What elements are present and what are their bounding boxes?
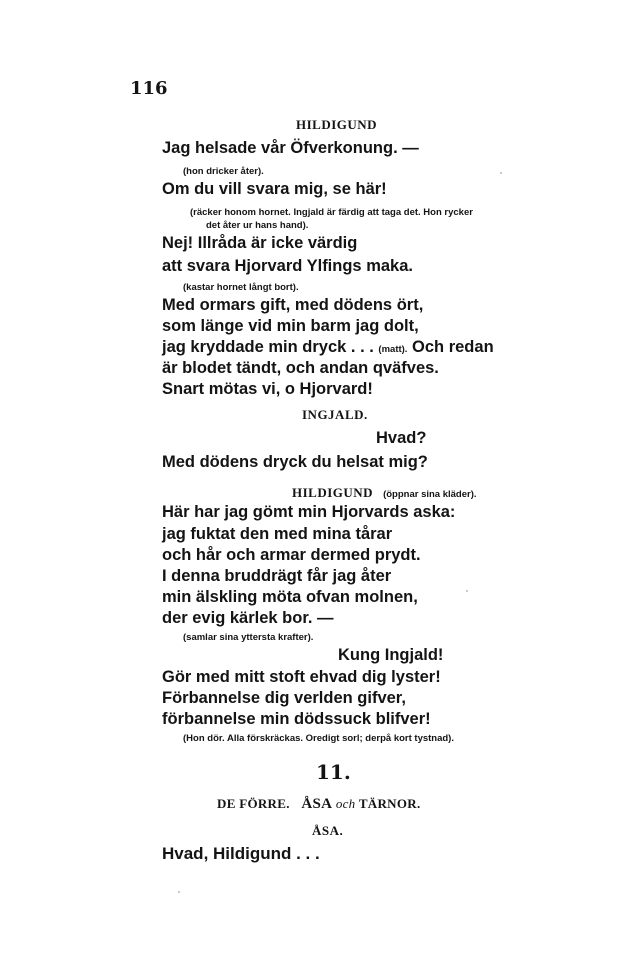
verse-line: är blodet tändt, och andan qväfves. xyxy=(162,359,439,377)
verse-line: Med dödens dryck du helsat mig? xyxy=(162,453,428,471)
scene-characters xyxy=(217,796,421,813)
verse-line: I denna bruddrägt får jag åter xyxy=(162,567,392,585)
speaker-heading xyxy=(292,482,477,501)
stage-direction: (matt). xyxy=(378,344,408,355)
speaker-name: INGJALD. xyxy=(302,407,368,422)
stage-direction: (kastar hornet långt bort). xyxy=(183,282,299,293)
scene-number: 11. xyxy=(316,760,351,784)
verse-line: jag fuktat den med mina tårar xyxy=(162,525,393,543)
verse-line: Hvad? xyxy=(376,429,427,447)
speaker-name: HILDIGUND xyxy=(296,117,378,132)
verse-line xyxy=(162,338,494,357)
paper-speck xyxy=(466,590,468,592)
stage-direction: (hon dricker åter). xyxy=(183,166,264,177)
character-group: DE FÖRRE. xyxy=(217,796,290,811)
stage-direction: (räcker honom hornet. Ingjald är färdig att taga det. Hon rycker xyxy=(190,207,473,218)
stage-direction: (Hon dör. Alla förskräckas. Oredigt sorl; derpå kort tystnad). xyxy=(183,733,454,744)
verse-line: Snart mötas vi, o Hjorvard! xyxy=(162,380,373,398)
verse-line: Hvad, Hildigund . . . xyxy=(162,844,320,863)
verse-line: Om du vill svara mig, se här! xyxy=(162,180,387,198)
verse-line: min älskling möta ofvan molnen, xyxy=(162,588,418,606)
verse-line: att svara Hjorvard Ylfings maka. xyxy=(162,257,413,275)
verse-line: der evig kärlek bor. — xyxy=(162,609,334,627)
verse-line: som länge vid min barm jag dolt, xyxy=(162,317,419,335)
character-name: ÅSA xyxy=(301,796,333,812)
speaker-name: HILDIGUND xyxy=(292,485,374,500)
stage-direction: (öppnar sina kläder). xyxy=(383,489,477,500)
paper-speck xyxy=(178,891,180,893)
verse-text: Och redan xyxy=(407,338,494,356)
verse-line: Här har jag gömt min Hjorvards aska: xyxy=(162,503,456,521)
stage-direction: (samlar sina yttersta krafter). xyxy=(183,632,314,643)
verse-line: Jag helsade vår Öfverkonung. — xyxy=(162,139,419,157)
conjunction: och xyxy=(335,796,356,811)
verse-line: Förbannelse dig verlden gifver, xyxy=(162,689,406,707)
verse-line: och hår och armar dermed prydt. xyxy=(162,546,421,564)
speaker-name: ÅSA. xyxy=(312,823,344,838)
verse-line: förbannelse min dödssuck blifver! xyxy=(162,710,431,728)
character-group: TÄRNOR. xyxy=(358,796,421,811)
paper-speck xyxy=(500,172,502,174)
verse-line: Nej! Illråda är icke värdig xyxy=(162,234,358,252)
stage-direction: det åter ur hans hand). xyxy=(206,220,309,231)
verse-line: Kung Ingjald! xyxy=(338,646,444,664)
verse-line: Med ormars gift, med dödens ört, xyxy=(162,296,424,314)
verse-line: Gör med mitt stoft ehvad dig lyster! xyxy=(162,668,441,686)
verse-text: jag kryddade min dryck . . . xyxy=(162,338,379,356)
page-number: 116 xyxy=(130,78,168,99)
